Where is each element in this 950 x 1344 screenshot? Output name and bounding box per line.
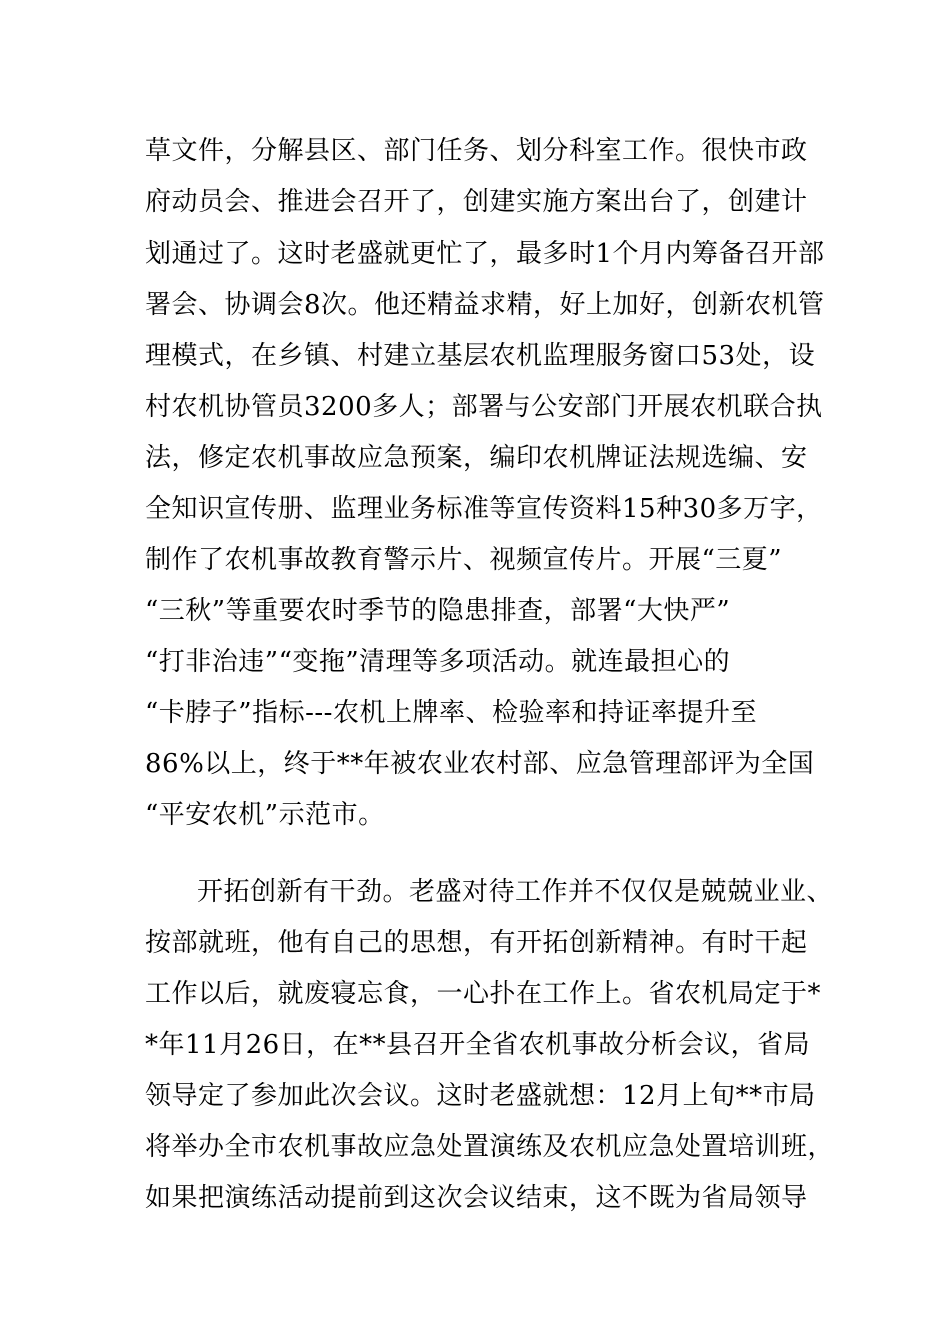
text-line: 将举办全市农机事故应急处置演练及农机应急处置培训班， (145, 1132, 835, 1162)
text-line: 领导定了参加此次会议。这时老盛就想：12月上旬**市局 (145, 1081, 816, 1111)
text-line: “打非治违”“变拖”清理等多项活动。就连最担心的 (145, 647, 731, 677)
text-line: “三秋”等重要农时季节的隐患排查，部署“大快严” (145, 596, 731, 626)
text-line: “卡脖子”指标---农机上牌率、检验率和持证率提升至 (145, 698, 757, 728)
text-line: 工作以后，就废寝忘食，一心扑在工作上。省农机局定于* (145, 979, 822, 1009)
text-line: 86%以上，终于**年被农业农村部、应急管理部评为全国 (145, 749, 815, 779)
text-line: 划通过了。这时老盛就更忙了，最多时1个月内筹备召开部 (145, 239, 825, 269)
text-line: 制作了农机事故教育警示片、视频宣传片。开展“三夏” (145, 545, 783, 575)
text-line: 如果把演练活动提前到这次会议结束，这不既为省局领导 (145, 1183, 808, 1213)
text-line: 理模式，在乡镇、村建立基层农机监理服务窗口53处，设 (145, 341, 816, 371)
text-line: *年11月26日，在**县召开全省农机事故分析会议，省局 (145, 1030, 811, 1060)
text-line: 署会、协调会8次。他还精益求精，好上加好，创新农机管 (145, 290, 825, 320)
text-line: 府动员会、推进会召开了，创建实施方案出台了，创建计 (145, 187, 808, 217)
text-line: 草文件，分解县区、部门任务、划分科室工作。很快市政 (145, 136, 808, 166)
text-line: 开拓创新有干劲。老盛对待工作并不仅仅是兢兢业业、 (197, 877, 834, 907)
text-line: “平安农机”示范市。 (145, 800, 385, 830)
text-line: 全知识宣传册、监理业务标准等宣传资料15种30多万字， (145, 494, 823, 524)
text-line: 村农机协管员3200多人；部署与公安部门开展农机联合执 (145, 392, 823, 422)
text-line: 按部就班，他有自己的思想，有开拓创新精神。有时干起 (145, 928, 808, 958)
text-line: 法，修定农机事故应急预案，编印农机牌证法规选编、安 (145, 443, 808, 473)
